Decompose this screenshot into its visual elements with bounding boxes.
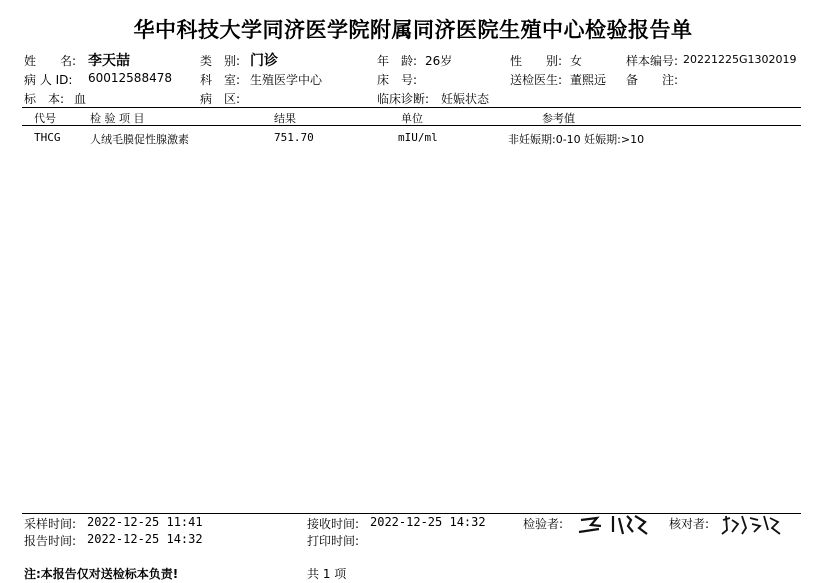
patient-dept: 生殖医学中心 [250,73,323,87]
tester-signature [575,508,660,538]
patient-id: 60012588478 [88,71,172,85]
patient-sex: 女 [570,54,583,68]
collect-time: 2022-12-25 11:41 [87,515,203,529]
row-unit: mIU/ml [398,131,438,144]
patient-name: 李天喆 [88,53,130,69]
col-header-unit: 单位 [401,112,423,125]
age-label: 年 龄: [377,54,418,68]
collect-time-label: 采样时间: [24,517,77,531]
name-label: 姓 名: [24,54,77,68]
col-header-reference: 参考值 [542,112,575,125]
remark-label: 备 注: [626,73,679,87]
col-header-result: 结果 [274,112,296,125]
checker-signature [718,510,788,538]
bed-label: 床 号: [377,73,418,87]
footer-rule [22,513,801,514]
col-header-item: 检 验 项 目 [90,112,145,125]
dept-label: 科 室: [200,73,241,87]
diagnosis-label: 临床诊断: [377,92,430,106]
sample-no-label: 样本编号: [626,54,679,68]
patient-type: 门诊 [250,53,278,69]
patient-id-label: 病 人 ID: [24,73,73,87]
disclaimer-note: 注:本报告仅对送检标本负责! [24,567,179,581]
row-reference: 非妊娠期:0-10 妊娠期:>10 [508,133,645,146]
report-title: 华中科技大学同济医学院附属同济医院生殖中心检验报告单 [133,18,693,42]
receive-time: 2022-12-25 14:32 [370,515,486,529]
header-top-rule [22,107,801,108]
type-label: 类 别: [200,54,241,68]
doctor-name: 董熙远 [570,73,607,87]
ward-label: 病 区: [200,92,241,106]
doctor-label: 送检医生: [510,73,563,87]
row-item: 人绒毛膜促性腺激素 [90,133,189,146]
print-time-label: 打印时间: [307,534,360,548]
checker-label: 核对者: [669,517,710,531]
tester-label: 检验者: [523,517,564,531]
row-code: THCG [34,131,61,144]
patient-age: 26岁 [425,54,453,68]
specimen-label: 标 本: [24,92,65,106]
header-bottom-rule [22,125,801,126]
report-time: 2022-12-25 14:32 [87,532,203,546]
report-time-label: 报告时间: [24,534,77,548]
receive-time-label: 接收时间: [307,517,360,531]
col-header-code: 代号 [34,112,56,125]
diagnosis-value: 妊娠状态 [441,92,490,106]
sample-no: 20221225G1302019 [683,53,797,66]
sex-label: 性 别: [510,54,563,68]
row-result: 751.70 [274,131,314,144]
item-count: 共 1 项 [307,567,347,581]
specimen-value: 血 [74,92,87,106]
